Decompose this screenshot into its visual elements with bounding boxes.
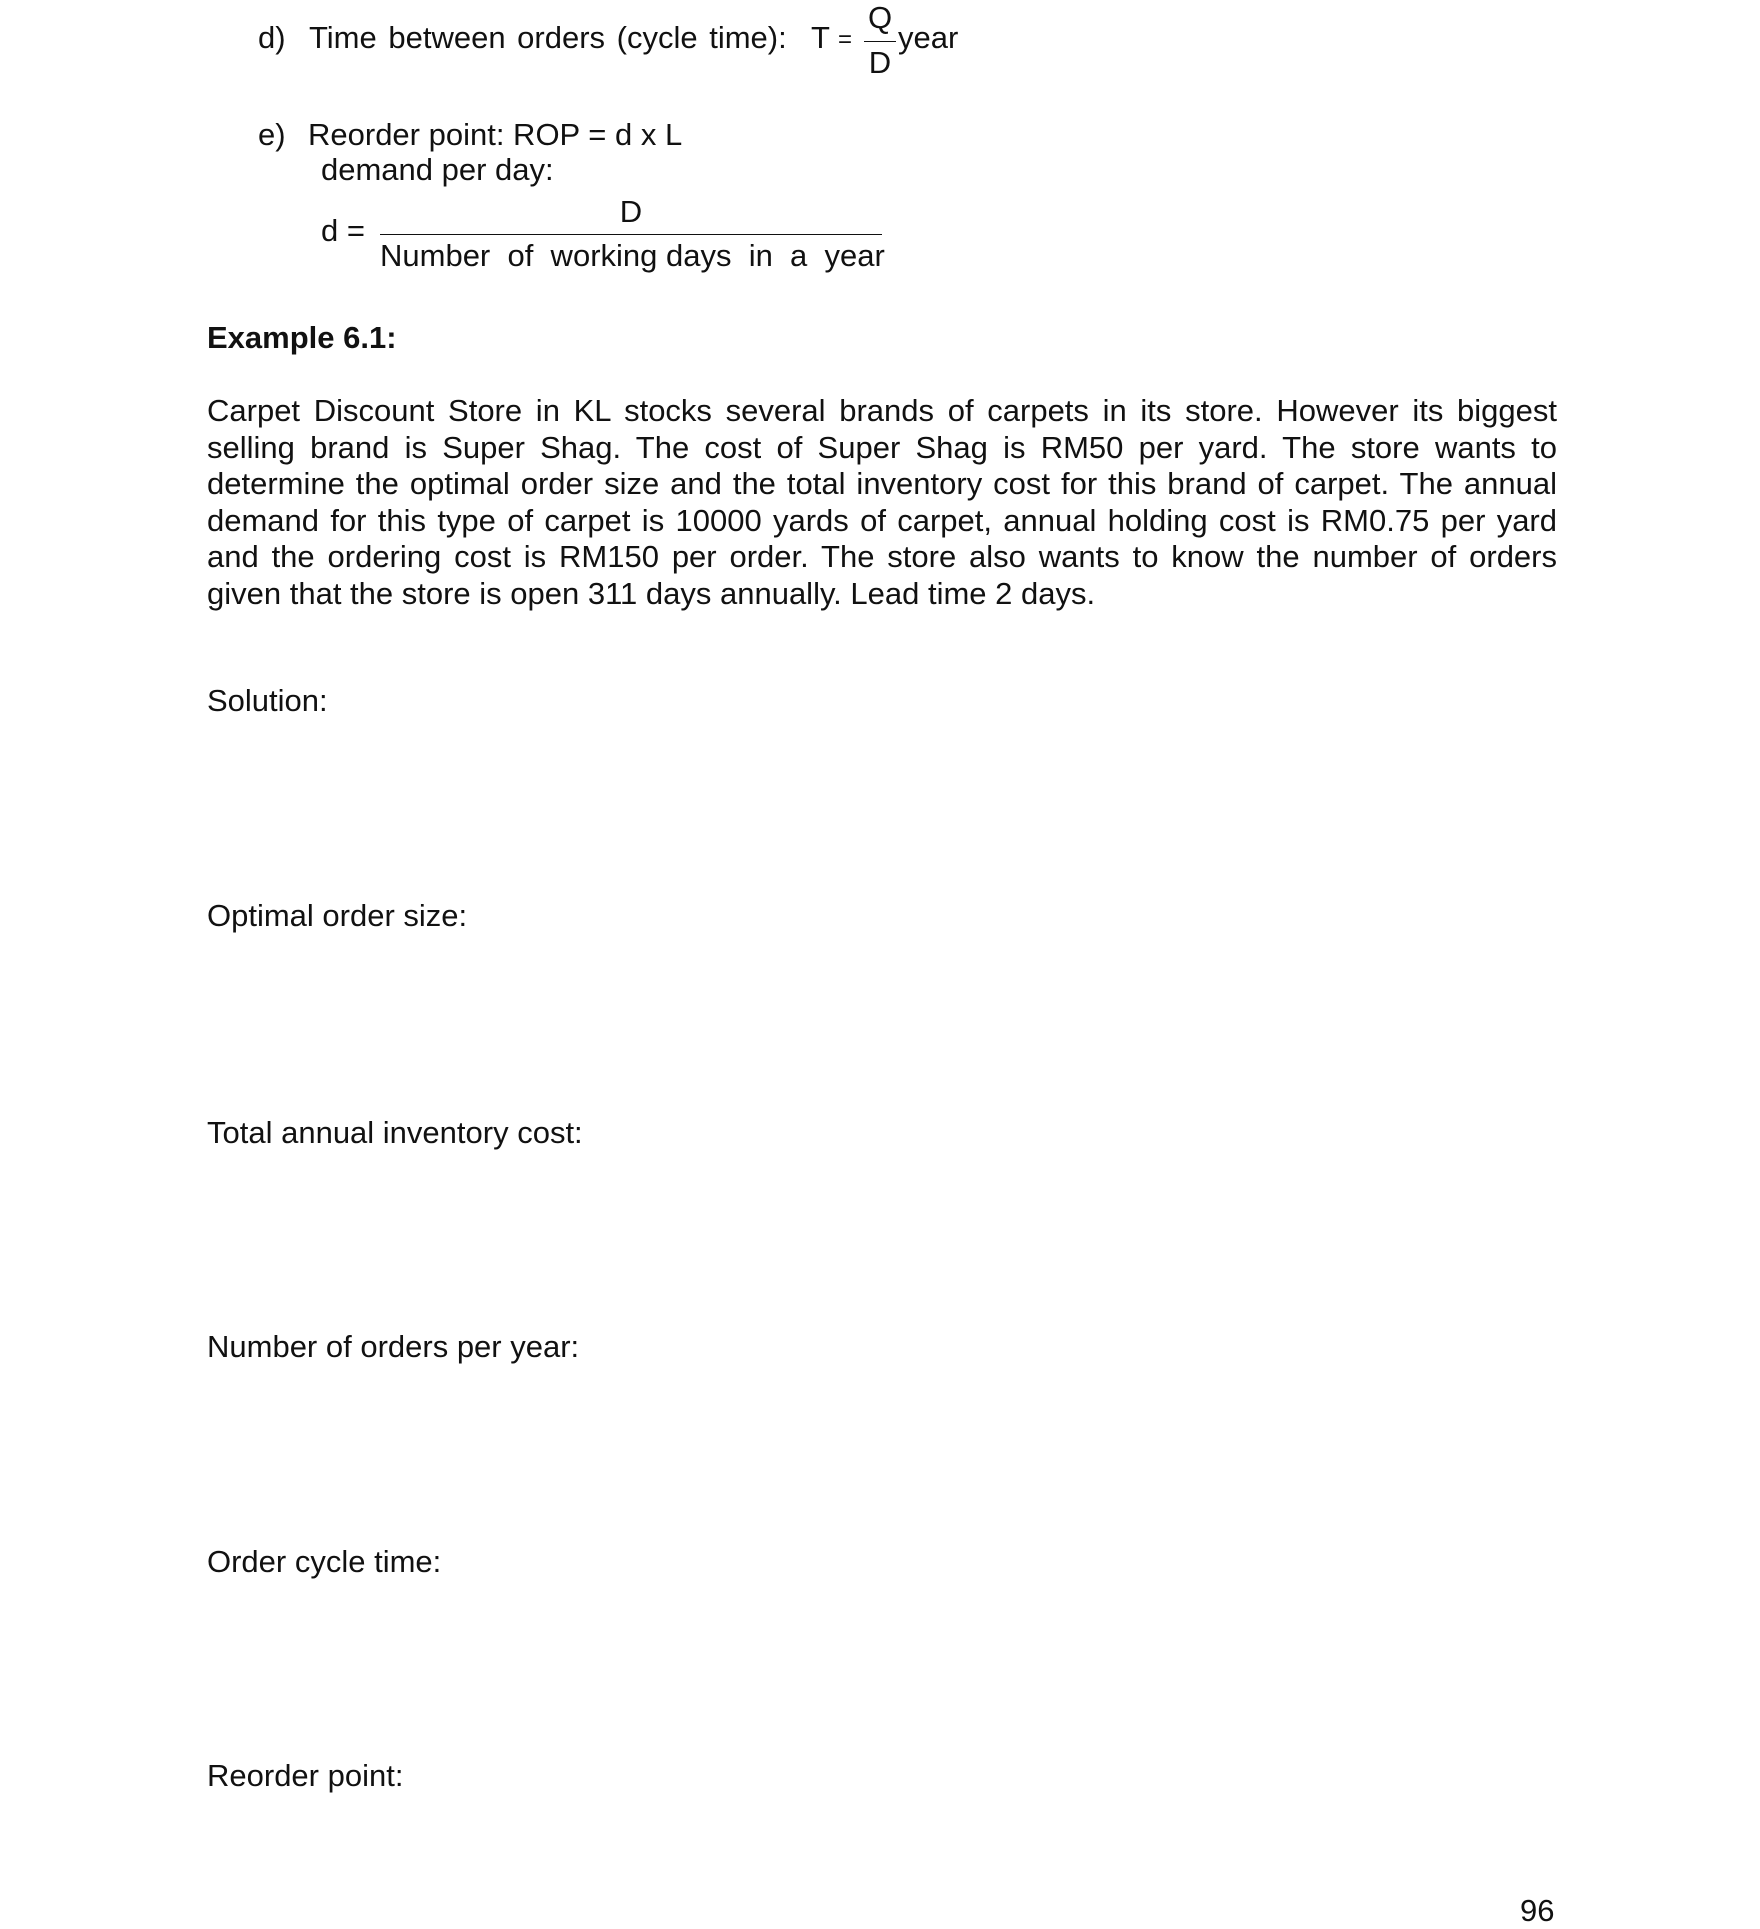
item-d-denominator: D [868,45,892,80]
item-d-text: Time between orders (cycle time): [309,20,787,55]
item-d-lhs: T [811,20,830,55]
example-heading: Example 6.1: [207,320,397,355]
item-e-denominator: Number of working days in a year [380,238,885,273]
total-inventory-cost-label: Total annual inventory cost: [207,1115,583,1150]
order-cycle-time-label: Order cycle time: [207,1544,442,1579]
item-e-marker: e) [258,117,286,152]
page-number: 96 [1520,1893,1555,1928]
solution-label: Solution: [207,683,328,718]
item-d-fraction-bar [864,41,896,42]
item-d-marker: d) [258,20,286,55]
item-e-fraction-bar [380,234,882,235]
orders-per-year-label: Number of orders per year: [207,1329,580,1364]
item-d-unit: year [898,20,959,55]
item-d-equals: = [838,26,853,53]
example-paragraph: Carpet Discount Store in KL stocks several brands of carpets in its store. However its biggest selling brand is Super Shag. The cost of Super Shag is RM50 per yard. The store wants to determine the optimal order size and the total inventory cost for this brand of carpet. The annual demand for this type of carpet is 10000 yards of carpet, annual holding cost is RM0.75 per yard and the ordering cost is RM150 per order. The store also wants to know the number of orders given that the store is open 311 days annually. Lead time 2 days. [207,393,1557,611]
item-e-lhs: d = [321,213,365,248]
optimal-order-size-label: Optimal order size: [207,898,468,933]
item-e-text: Reorder point: ROP = d x L [308,117,683,152]
item-e-numerator: D [619,194,643,229]
item-d-numerator: Q [867,0,893,35]
item-e-subtext: demand per day: [321,152,554,187]
reorder-point-label: Reorder point: [207,1758,404,1793]
